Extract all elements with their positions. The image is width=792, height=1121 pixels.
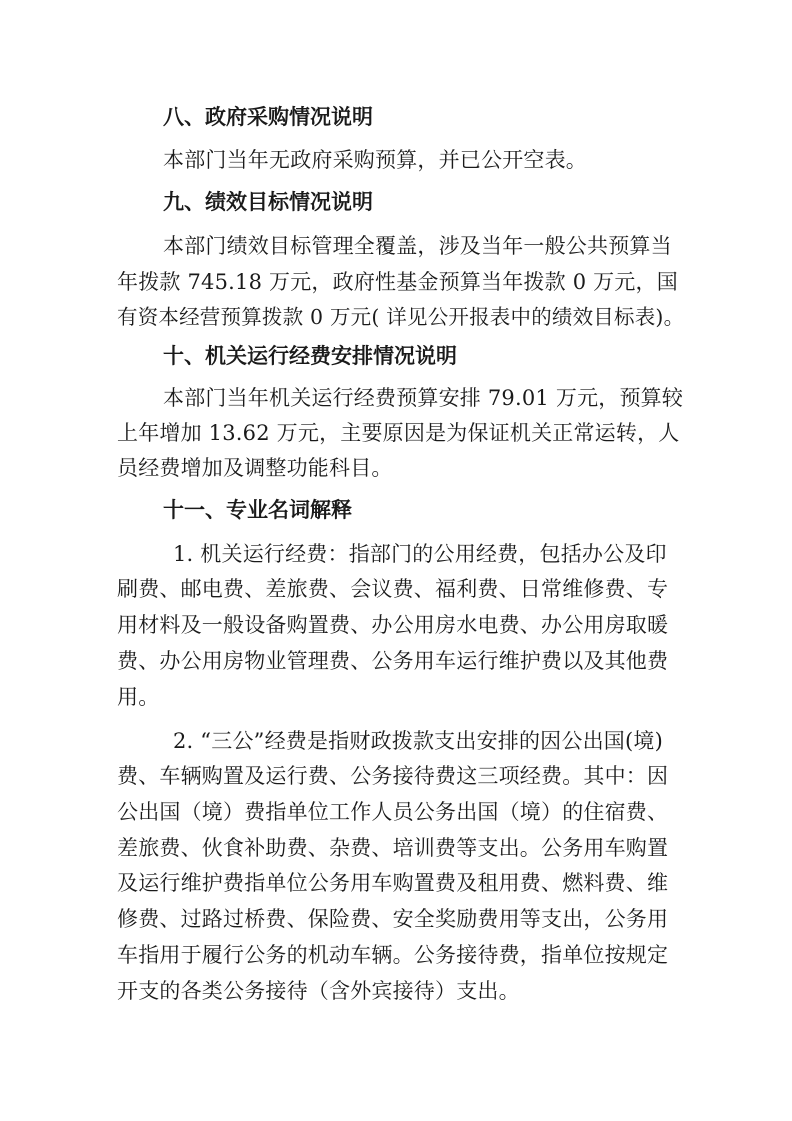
term-2-line-3: 公出国（境）费指单位工作人员公务出国（境）的住宿费、 xyxy=(117,800,669,824)
section-8-line-1: 本部门当年无政府采购预算，并已公开空表。 xyxy=(163,148,587,172)
section-9-line-1: 本部门绩效目标管理全覆盖，涉及当年一般公共预算当 xyxy=(163,234,672,258)
term-2-line-1: 2. “三公”经费是指财政拨款支出安排的因公出国(境) xyxy=(173,729,663,753)
term-1-line-4: 费、办公用房物业管理费、公务用车运行维护费以及其他费 xyxy=(117,649,669,673)
term-2-line-8: 开支的各类公务接待（含外宾接待）支出。 xyxy=(117,979,520,1003)
section-10-line-3: 员经费增加及调整功能科目。 xyxy=(117,456,393,480)
term-2-line-4: 差旅费、伙食补助费、杂费、培训费等支出。公务用车购置 xyxy=(117,836,669,860)
section-10-heading: 十、机关运行经费安排情况说明 xyxy=(163,344,457,368)
term-2-line-7: 车指用于履行公务的机动车辆。公务接待费，指单位按规定 xyxy=(117,943,669,967)
section-9-line-2: 年拨款 745.18 万元，政府性基金预算当年拨款 0 万元，国 xyxy=(117,270,678,294)
section-10-line-1: 本部门当年机关运行经费预算安排 79.01 万元，预算较 xyxy=(163,386,684,410)
section-10-line-2: 上年增加 13.62 万元，主要原因是为保证机关正常运转，人 xyxy=(117,421,680,445)
term-2-line-6: 修费、过路过桥费、保险费、安全奖励费用等支出，公务用 xyxy=(117,907,669,931)
section-9-heading: 九、绩效目标情况说明 xyxy=(163,190,373,214)
term-1-line-3: 用材料及一般设备购置费、办公用房水电费、办公用房取暖 xyxy=(117,613,669,637)
section-9-line-3: 有资本经营预算拨款 0 万元( 详见公开报表中的绩效目标表)。 xyxy=(117,305,685,329)
term-1-line-1: 1. 机关运行经费：指部门的公用经费，包括办公及印 xyxy=(173,542,667,566)
section-8-heading: 八、政府采购情况说明 xyxy=(163,105,373,129)
term-1-line-2: 刷费、邮电费、差旅费、会议费、福利费、日常维修费、专 xyxy=(117,577,669,601)
term-2-line-2: 费、车辆购置及运行费、公务接待费这三项经费。其中：因 xyxy=(117,764,669,788)
section-11-heading: 十一、专业名词解释 xyxy=(163,498,352,522)
term-2-line-5: 及运行维护费指单位公务用车购置费及租用费、燃料费、维 xyxy=(117,871,669,895)
term-1-line-5: 用。 xyxy=(117,685,160,709)
